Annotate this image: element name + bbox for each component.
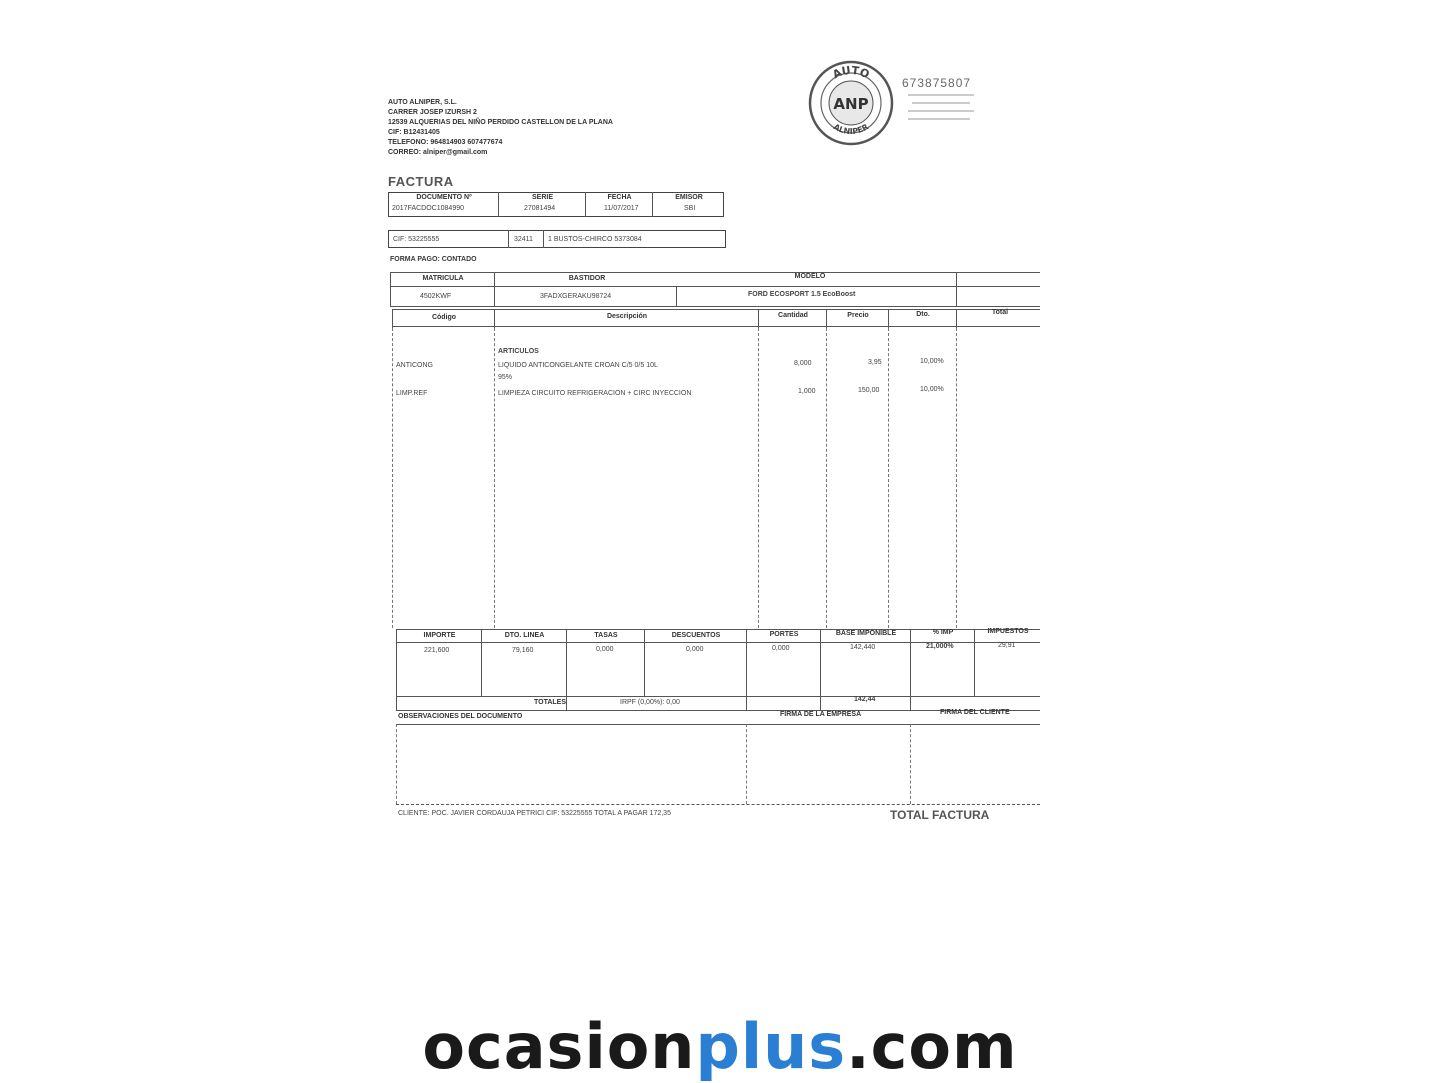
- table-divider: [758, 328, 759, 628]
- item-code: LIMP.REF: [396, 390, 428, 397]
- vehicle-mid-line: [390, 286, 1040, 287]
- table-divider: [758, 309, 759, 328]
- totals-value-base-imponible: 142,440: [850, 644, 876, 651]
- table-divider: [396, 629, 397, 710]
- totals-header-descuentos: DESCUENTOS: [671, 632, 721, 639]
- seal-side-line: [908, 118, 970, 120]
- doc-value-serie: 27081494: [524, 205, 556, 212]
- table-divider: [746, 724, 747, 804]
- totals-values-line: [396, 696, 1040, 697]
- table-divider: [746, 629, 747, 710]
- vehicle-header-matricula: MATRICULA: [422, 275, 464, 282]
- table-divider: [826, 309, 827, 328]
- seal-monogram: ANP: [833, 95, 869, 113]
- seal-side-number: 673875807: [902, 76, 972, 90]
- brand-part-com: .com: [846, 1010, 1018, 1083]
- seal-side-line: [908, 94, 974, 96]
- table-divider: [956, 328, 957, 628]
- totals-value-descuentos: 0,000: [686, 646, 704, 653]
- company-signature-label: FIRMA DE LA EMPRESA: [780, 711, 862, 718]
- client-signature-label: FIRMA DEL CLIENTE: [940, 709, 1010, 716]
- company-phone: TELEFONO: 964814903 607477674: [388, 139, 503, 146]
- vehicle-bottom-line: [390, 306, 1040, 307]
- company-cif: CIF: B12431405: [388, 129, 440, 136]
- seal-side-line: [908, 110, 974, 112]
- vehicle-top-line: [390, 272, 1040, 273]
- client-cif: CIF: 53225555: [393, 236, 440, 243]
- table-divider: [494, 328, 495, 628]
- item-price: 3,95: [868, 359, 882, 366]
- company-header: [388, 98, 613, 158]
- payment-method: FORMA PAGO: CONTADO: [390, 256, 477, 263]
- totals-header-base-imponible: BASE IMPONIBLE: [835, 630, 897, 637]
- items-header-codigo: Código: [431, 314, 457, 321]
- signature-bottom-line: [396, 804, 1040, 805]
- items-header-total: Total: [991, 309, 1009, 316]
- table-divider: [585, 192, 586, 217]
- doc-header-emisor: EMISOR: [675, 194, 703, 201]
- items-header-cantidad: Cantidad: [778, 312, 808, 319]
- seal-side-line: [912, 102, 970, 104]
- totals-header-importe: IMPORTE: [423, 632, 456, 639]
- table-divider: [888, 328, 889, 628]
- table-divider: [826, 328, 827, 628]
- doc-header-serie: SERIE: [531, 194, 553, 201]
- item-discount: 10,00%: [920, 386, 944, 393]
- table-divider: [974, 629, 975, 696]
- doc-value-emisor: SBI: [684, 205, 696, 212]
- items-header-descripcion: Descripción: [606, 313, 648, 320]
- invoice-scan: [380, 50, 1050, 840]
- table-divider: [392, 309, 393, 328]
- brand-part-plus: plus: [695, 1010, 847, 1083]
- totals-label: TOTALES: [533, 699, 566, 706]
- total-factura-label: TOTAL FACTURA: [890, 808, 990, 822]
- table-divider: [910, 629, 911, 710]
- brand-logo: [0, 1010, 1440, 1083]
- table-divider: [888, 309, 889, 328]
- vehicle-header-modelo: MODELO: [794, 273, 826, 280]
- item-code: ANTICONG: [396, 362, 433, 369]
- table-divider: [820, 629, 821, 710]
- items-section-label: ARTICULOS: [498, 348, 539, 355]
- table-divider: [956, 272, 957, 306]
- table-divider: [910, 724, 911, 804]
- table-divider: [481, 629, 482, 696]
- totals-header-impuestos: IMPUESTOS: [987, 628, 1029, 635]
- totals-irpf: IRPF (0,00%): 0,00: [620, 699, 680, 706]
- totals-value-portes: 0,000: [772, 645, 790, 652]
- company-email: CORREO: alniper@gmail.com: [388, 149, 488, 156]
- vehicle-value-bastidor: 3FADXGERAKU98724: [540, 293, 612, 300]
- footer-note: CLIENTE: POC. JAVIER CORDAUJA PETRICI CIF: 53225555 TOTAL A PAGAR 172,35: [398, 810, 671, 817]
- items-header-line: [392, 326, 1040, 327]
- totals-base-total: 142,44: [854, 696, 876, 703]
- table-divider: [644, 629, 645, 696]
- item-description: LIQUIDO ANTICONGELANTE CROAN C/5 0/5 10L: [498, 362, 658, 369]
- totals-value-impuestos: 29,91: [998, 642, 1016, 649]
- table-divider: [392, 328, 393, 628]
- doc-value-numero: 2017FACDOC1084990: [392, 205, 464, 212]
- brand-part-ocasion: ocasion: [422, 1010, 696, 1083]
- totals-header-tasas: TASAS: [594, 632, 618, 639]
- totals-value-pct-imp: 21,000%: [926, 643, 954, 650]
- client-detail: 1 BUSTOS-CHIRCO 5373084: [548, 236, 642, 243]
- table-divider: [494, 309, 495, 328]
- table-divider: [652, 192, 653, 217]
- totals-value-importe: 221,600: [424, 647, 450, 654]
- table-divider: [676, 286, 677, 306]
- vehicle-value-modelo: FORD ECOSPORT 1.5 EcoBoost: [748, 291, 856, 298]
- totals-value-dto-linea: 79,160: [512, 647, 534, 654]
- company-address-2: 12539 ALQUERIAS DEL NIÑO PERDIDO CASTELLON DE LA PLANA: [388, 119, 613, 126]
- totals-header-dto-linea: DTO. LINEA: [504, 632, 545, 639]
- table-divider: [390, 272, 391, 306]
- items-top-line: [392, 309, 1040, 310]
- item-quantity: 8,000: [794, 360, 812, 367]
- doc-header-fecha: FECHA: [607, 194, 632, 201]
- totals-header-portes: PORTES: [769, 631, 799, 638]
- doc-value-fecha: 11/07/2017: [604, 205, 639, 212]
- item-discount: 10,00%: [920, 358, 944, 365]
- table-divider: [498, 192, 499, 217]
- vehicle-value-matricula: 4502KWF: [420, 293, 452, 300]
- item-description: LIMPIEZA CIRCUITO REFRIGERACION + CIRC INYECCION: [498, 390, 692, 397]
- signature-top-line: [396, 724, 1040, 725]
- doc-header-numero: DOCUMENTO Nº: [416, 194, 472, 201]
- table-divider: [494, 272, 495, 306]
- items-header-precio: Precio: [847, 312, 869, 319]
- document-title: FACTURA: [388, 174, 454, 189]
- client-code: 32411: [514, 236, 533, 243]
- items-header-dto: Dto.: [916, 311, 930, 318]
- table-divider: [396, 724, 397, 804]
- item-description-extra: 95%: [498, 374, 513, 381]
- company-name: AUTO ALNIPER, S.L.: [388, 99, 457, 106]
- table-divider: [956, 309, 957, 328]
- item-quantity: 1,000: [798, 388, 816, 395]
- seal-top-text: AUTO: [830, 63, 872, 82]
- vehicle-header-bastidor: BASTIDOR: [568, 275, 606, 282]
- totals-value-tasas: 0,000: [596, 646, 614, 653]
- company-address-1: CARRER JOSEP IZURSH 2: [388, 109, 477, 116]
- table-divider: [543, 230, 544, 248]
- observations-label: OBSERVACIONES DEL DOCUMENTO: [398, 713, 523, 720]
- table-divider: [566, 629, 567, 710]
- totals-header-pct-imp: % IMP: [932, 629, 954, 636]
- company-seal: [808, 60, 894, 146]
- table-divider: [508, 230, 509, 248]
- seal-bottom-text: ALNIPER: [831, 122, 871, 137]
- item-price: 150,00: [858, 387, 880, 394]
